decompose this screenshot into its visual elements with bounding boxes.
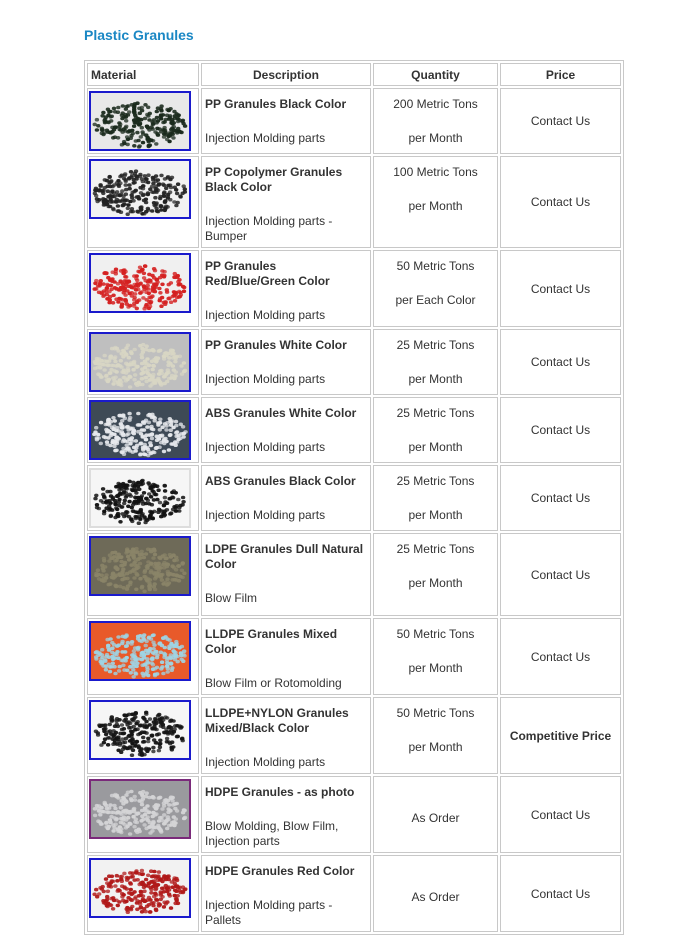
quantity-period: per Month xyxy=(408,131,463,145)
material-cell xyxy=(87,533,199,616)
product-name: ABS Granules White Color xyxy=(205,406,357,420)
header-quantity: Quantity xyxy=(373,63,498,86)
product-use: Blow Film or Rotomolding xyxy=(205,676,342,690)
quantity-cell xyxy=(373,329,498,395)
granules-photo[interactable] xyxy=(89,858,191,918)
table-row xyxy=(87,397,621,463)
product-name: PP Granules Red/Blue/Green Color xyxy=(205,259,330,288)
product-use: Injection Molding parts xyxy=(205,508,326,522)
quantity-amount: As Order xyxy=(411,890,460,904)
price-cell: Contact Us xyxy=(500,618,621,695)
table-row xyxy=(87,776,621,853)
quantity-amount: 50 Metric Tons xyxy=(396,259,475,273)
quantity-period: per Month xyxy=(408,576,463,590)
table-row xyxy=(87,88,621,154)
granules-photo[interactable] xyxy=(89,700,191,760)
table-row xyxy=(87,697,621,774)
material-cell xyxy=(87,618,199,695)
table-row xyxy=(87,855,621,932)
granules-photo[interactable] xyxy=(89,536,191,596)
product-name: PP Copolymer Granules Black Color xyxy=(205,165,343,194)
table-row xyxy=(87,533,621,616)
quantity-amount: 25 Metric Tons xyxy=(396,338,475,352)
table-row xyxy=(87,156,621,248)
quantity-period: per Month xyxy=(408,199,463,213)
price-cell: Contact Us xyxy=(500,329,621,395)
granules-photo[interactable] xyxy=(89,400,191,460)
product-name: PP Granules White Color xyxy=(205,338,347,352)
table-row xyxy=(87,329,621,395)
quantity-cell xyxy=(373,855,498,932)
quantity-amount: 50 Metric Tons xyxy=(396,706,475,720)
description-cell xyxy=(201,88,371,154)
product-use: Injection Molding parts xyxy=(205,440,326,454)
price-cell: Contact Us xyxy=(500,465,621,531)
description-cell xyxy=(201,618,371,695)
product-use: Injection Molding parts xyxy=(205,755,326,769)
header-price: Price xyxy=(500,63,621,86)
quantity-cell xyxy=(373,250,498,327)
quantity-period: per Month xyxy=(408,740,463,754)
material-cell xyxy=(87,697,199,774)
quantity-amount: 25 Metric Tons xyxy=(396,542,475,556)
material-cell xyxy=(87,855,199,932)
quantity-period: per Month xyxy=(408,440,463,454)
price-cell: Contact Us xyxy=(500,855,621,932)
material-cell xyxy=(87,397,199,463)
quantity-period: per Month xyxy=(408,508,463,522)
product-name: LDPE Granules Dull Natural Color xyxy=(205,542,364,571)
product-table xyxy=(84,60,624,935)
quantity-period: per Each Color xyxy=(395,293,476,307)
table-row xyxy=(87,465,621,531)
table-header-row xyxy=(87,63,621,86)
description-cell xyxy=(201,697,371,774)
table-row xyxy=(87,250,621,327)
quantity-cell xyxy=(373,533,498,616)
description-cell xyxy=(201,329,371,395)
table-row xyxy=(87,618,621,695)
description-cell xyxy=(201,397,371,463)
product-name: ABS Granules Black Color xyxy=(205,474,356,488)
product-name: HDPE Granules - as photo xyxy=(205,785,355,799)
product-name: HDPE Granules Red Color xyxy=(205,864,355,878)
product-use: Injection Molding parts xyxy=(205,131,326,145)
quantity-cell xyxy=(373,397,498,463)
header-description: Description xyxy=(201,63,371,86)
material-cell xyxy=(87,776,199,853)
material-cell xyxy=(87,329,199,395)
quantity-amount: As Order xyxy=(411,811,460,825)
product-use: Injection Molding parts xyxy=(205,372,326,386)
price-cell: Contact Us xyxy=(500,88,621,154)
description-cell xyxy=(201,250,371,327)
description-cell xyxy=(201,533,371,616)
material-cell xyxy=(87,465,199,531)
product-use: Blow Film xyxy=(205,591,258,605)
granules-photo[interactable] xyxy=(89,253,191,313)
product-use: Blow Molding, Blow Film, Injection parts xyxy=(205,819,339,848)
description-cell xyxy=(201,465,371,531)
quantity-amount: 100 Metric Tons xyxy=(393,165,478,179)
quantity-amount: 25 Metric Tons xyxy=(396,406,475,420)
granules-photo[interactable] xyxy=(89,621,191,681)
product-use: Injection Molding parts xyxy=(205,308,326,322)
granules-photo[interactable] xyxy=(89,159,191,219)
price-cell: Contact Us xyxy=(500,397,621,463)
material-cell xyxy=(87,250,199,327)
quantity-amount: 200 Metric Tons xyxy=(393,97,478,111)
quantity-cell xyxy=(373,618,498,695)
material-cell xyxy=(87,156,199,248)
description-cell xyxy=(201,156,371,248)
page-title: Plastic Granules xyxy=(84,27,194,43)
material-cell xyxy=(87,88,199,154)
price-cell: Contact Us xyxy=(500,250,621,327)
quantity-amount: 50 Metric Tons xyxy=(396,627,475,641)
product-name: LLDPE Granules Mixed Color xyxy=(205,627,338,656)
quantity-period: per Month xyxy=(408,661,463,675)
quantity-cell xyxy=(373,697,498,774)
quantity-cell xyxy=(373,88,498,154)
quantity-period: per Month xyxy=(408,372,463,386)
price-cell: Contact Us xyxy=(500,156,621,248)
price-cell: Competitive Price xyxy=(500,697,621,774)
product-name: LLDPE+NYLON Granules Mixed/Black Color xyxy=(205,706,349,735)
granules-photo[interactable] xyxy=(89,468,191,528)
quantity-cell xyxy=(373,776,498,853)
price-cell: Contact Us xyxy=(500,533,621,616)
description-cell xyxy=(201,855,371,932)
product-name: PP Granules Black Color xyxy=(205,97,347,111)
product-use: Injection Molding parts - Bumper xyxy=(205,214,333,243)
quantity-cell xyxy=(373,156,498,248)
product-use: Injection Molding parts - Pallets xyxy=(205,898,333,927)
header-material: Material xyxy=(87,63,199,86)
quantity-cell xyxy=(373,465,498,531)
granules-photo[interactable] xyxy=(89,91,191,151)
description-cell xyxy=(201,776,371,853)
quantity-amount: 25 Metric Tons xyxy=(396,474,475,488)
granules-photo[interactable] xyxy=(89,779,191,839)
granules-photo[interactable] xyxy=(89,332,191,392)
price-cell: Contact Us xyxy=(500,776,621,853)
